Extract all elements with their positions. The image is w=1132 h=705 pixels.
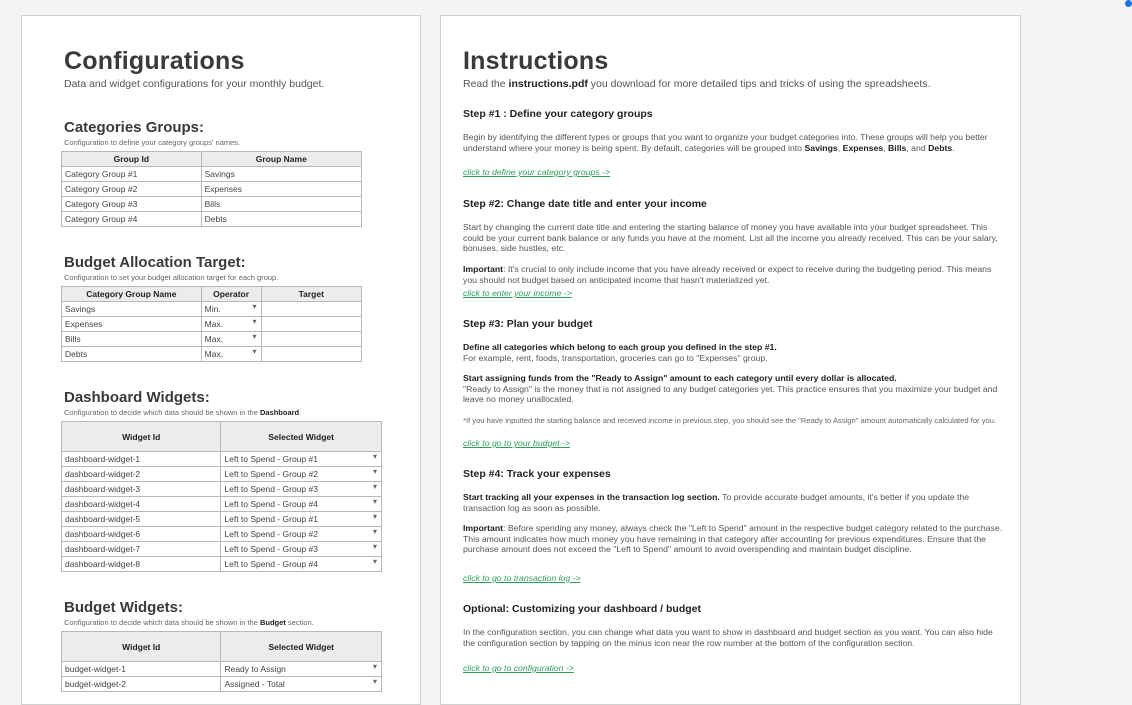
group-name-cell: Savings (62, 302, 202, 317)
dashboard-widgets-heading: Dashboard Widgets: (64, 389, 210, 406)
widget-id-cell: budget-widget-2 (62, 677, 221, 692)
table-row (62, 497, 382, 512)
target-cell[interactable] (261, 347, 361, 362)
instructions-title: Instructions (463, 47, 609, 75)
step-3-text-2: Start assigning funds from the "Ready to Assign" amount to each category until every dollar is allocated. "Ready to Assign" is the money that is not assigned to any budget categories yet. This practice ensures that you maximize your budget and leave no money unallocated. (463, 373, 998, 404)
widget-id-cell: budget-widget-1 (62, 662, 221, 677)
budget-widgets-caption: Configuration to decide which data should be shown in the Budget section. (64, 618, 314, 627)
go-to-budget-link[interactable]: click to go to your budget -> (463, 438, 570, 448)
widget-id-cell: dashboard-widget-3 (62, 482, 221, 497)
widget-id-cell: dashboard-widget-1 (62, 452, 221, 467)
group-name-cell: Debts (62, 347, 202, 362)
step-3-note: *If you have inputted the starting balance and received income in previous step, you should see the "Ready to Assign" amount automatically calculated for you. (463, 416, 997, 425)
configurations-panel (21, 15, 421, 705)
allocation-heading: Budget Allocation Target: (64, 254, 246, 271)
table-row (62, 512, 382, 527)
table-row (62, 482, 382, 497)
operator-dropdown[interactable]: Min. ▾ (201, 302, 261, 317)
go-to-configuration-link[interactable]: click to go to configuration -> (463, 663, 574, 673)
target-cell[interactable] (261, 317, 361, 332)
category-groups-caption: Configuration to define your category groups' names. (64, 138, 241, 147)
dashboard-widgets-table (61, 421, 382, 572)
define-category-groups-link[interactable]: click to define your category groups -> (463, 167, 611, 177)
step-4-text: Start tracking all your expenses in the transaction log section. To provide accurate budget amounts, it's better if you update the transaction log as soon as possible. (463, 492, 970, 513)
go-to-transaction-log-link[interactable]: click to go to transaction log -> (463, 573, 581, 583)
group-name-cell[interactable]: Debts (201, 212, 361, 227)
column-header: Group Id (62, 152, 202, 167)
target-cell[interactable] (261, 332, 361, 347)
allocation-table (61, 286, 362, 362)
operator-dropdown[interactable]: Max. ▾ (201, 332, 261, 347)
instructions-panel (440, 15, 1021, 705)
status-dot (1125, 0, 1132, 7)
step-1-title: Step #1 : Define your category groups (463, 108, 653, 120)
widget-dropdown[interactable]: Left to Spend - Group #1 ▾ (221, 452, 382, 467)
step-4-important: Important: Before spending any money, always check the "Left to Spend" amount in the respective budget category related to the purchase. This amount indicates how much money you have remaining in that category after accounting for previous expenditures. Ensure that the purchase amount does not exceed the "Left to Spend" amount to avoid overspending and maintain budget discipline. (463, 523, 1003, 554)
page-subtitle: Data and widget configurations for your monthly budget. (64, 78, 325, 90)
instructions-subtitle: Read the instructions.pdf you download for more detailed tips and tricks of using the spreadsheets. (463, 78, 931, 90)
table-row (62, 677, 382, 692)
widget-id-cell: dashboard-widget-7 (62, 542, 221, 557)
widget-dropdown[interactable]: Left to Spend - Group #1 ▾ (221, 512, 382, 527)
widget-id-cell: dashboard-widget-5 (62, 512, 221, 527)
table-row (62, 662, 382, 677)
widget-id-cell: dashboard-widget-6 (62, 527, 221, 542)
widget-dropdown[interactable]: Left to Spend - Group #3 ▾ (221, 482, 382, 497)
widget-dropdown[interactable]: Left to Spend - Group #3 ▾ (221, 542, 382, 557)
step-3-title: Step #3: Plan your budget (463, 318, 593, 330)
table-row (62, 302, 362, 317)
group-id-cell[interactable]: Category Group #1 (62, 167, 202, 182)
widget-dropdown[interactable]: Left to Spend - Group #2 ▾ (221, 467, 382, 482)
table-row (62, 347, 362, 362)
operator-dropdown[interactable]: Max. ▾ (201, 347, 261, 362)
column-header: Selected Widget (221, 422, 382, 452)
budget-widgets-heading: Budget Widgets: (64, 599, 184, 616)
table-row (62, 197, 362, 212)
group-name-cell[interactable]: Savings (201, 167, 361, 182)
step-3-text-1: Define all categories which belong to each group you defined in the step #1. For example, rent, foods, transportation, groceries can go to "Expenses" group. (463, 342, 777, 363)
category-groups-table (61, 151, 362, 227)
widget-id-cell: dashboard-widget-4 (62, 497, 221, 512)
table-row (62, 182, 362, 197)
column-header: Category Group Name (62, 287, 202, 302)
table-row (62, 332, 362, 347)
budget-widgets-table (61, 631, 382, 692)
step-4-title: Step #4: Track your expenses (463, 468, 611, 480)
optional-title: Optional: Customizing your dashboard / budget (463, 603, 701, 615)
category-groups-heading: Categories Groups: (64, 119, 205, 136)
target-cell[interactable] (261, 302, 361, 317)
table-row (62, 542, 382, 557)
column-header: Operator (201, 287, 261, 302)
widget-id-cell: dashboard-widget-8 (62, 557, 221, 572)
step-2-important: Important: It's crucial to only include income that you have already received or expect to receive during the budgeting period. This means you should not budget based on anticipated income that hasn't materialized yet. (463, 264, 992, 285)
group-id-cell[interactable]: Category Group #3 (62, 197, 202, 212)
optional-text: In the configuration section, you can change what data you want to show in dashboard and budget section as you want. You can also hide the configuration section by tapping on the minus icon near the row number at the bottom of the configuration section. (463, 627, 993, 648)
widget-dropdown[interactable]: Ready to Assign ▾ (221, 662, 382, 677)
dashboard-widgets-caption: Configuration to decide which data should be shown in the Dashboard. (64, 408, 302, 417)
column-header: Widget Id (62, 422, 221, 452)
step-1-text: Begin by identifying the different types or groups that you want to organize your budget categories into. These groups will help you better understand where your money is being spent. By default, categories will be grouped into Savings, Expenses, Bills, and Debts. (463, 132, 988, 153)
widget-id-cell: dashboard-widget-2 (62, 467, 221, 482)
allocation-caption: Configuration to set your budget allocation target for each group. (64, 273, 279, 282)
table-row (62, 212, 362, 227)
operator-dropdown[interactable]: Max. ▾ (201, 317, 261, 332)
group-id-cell[interactable]: Category Group #2 (62, 182, 202, 197)
group-name-cell: Bills (62, 332, 202, 347)
widget-dropdown[interactable]: Left to Spend - Group #4 ▾ (221, 497, 382, 512)
table-row (62, 527, 382, 542)
widget-dropdown[interactable]: Left to Spend - Group #2 ▾ (221, 527, 382, 542)
group-name-cell[interactable]: Expenses (201, 182, 361, 197)
group-name-cell[interactable]: Bills (201, 197, 361, 212)
widget-dropdown[interactable]: Left to Spend - Group #4 ▾ (221, 557, 382, 572)
table-row (62, 167, 362, 182)
column-header: Selected Widget (221, 632, 382, 662)
table-row (62, 452, 382, 467)
table-row (62, 467, 382, 482)
step-2-title: Step #2: Change date title and enter your income (463, 198, 707, 210)
group-name-cell: Expenses (62, 317, 202, 332)
column-header: Group Name (201, 152, 361, 167)
column-header: Target (261, 287, 361, 302)
page-title: Configurations (64, 47, 245, 75)
table-row (62, 317, 362, 332)
table-row (62, 557, 382, 572)
group-id-cell[interactable]: Category Group #4 (62, 212, 202, 227)
widget-dropdown[interactable]: Assigned - Total ▾ (221, 677, 382, 692)
step-2-text: Start by changing the current date title and entering the starting balance of money you have available into your budget spreadsheet. This could be your current bank balance or any funds you have at the moment. List all the income you already received. This can be your salary, bonuses, side hustles, etc. (463, 222, 998, 253)
enter-income-link[interactable]: click to enter your income -> (463, 288, 572, 298)
column-header: Widget Id (62, 632, 221, 662)
